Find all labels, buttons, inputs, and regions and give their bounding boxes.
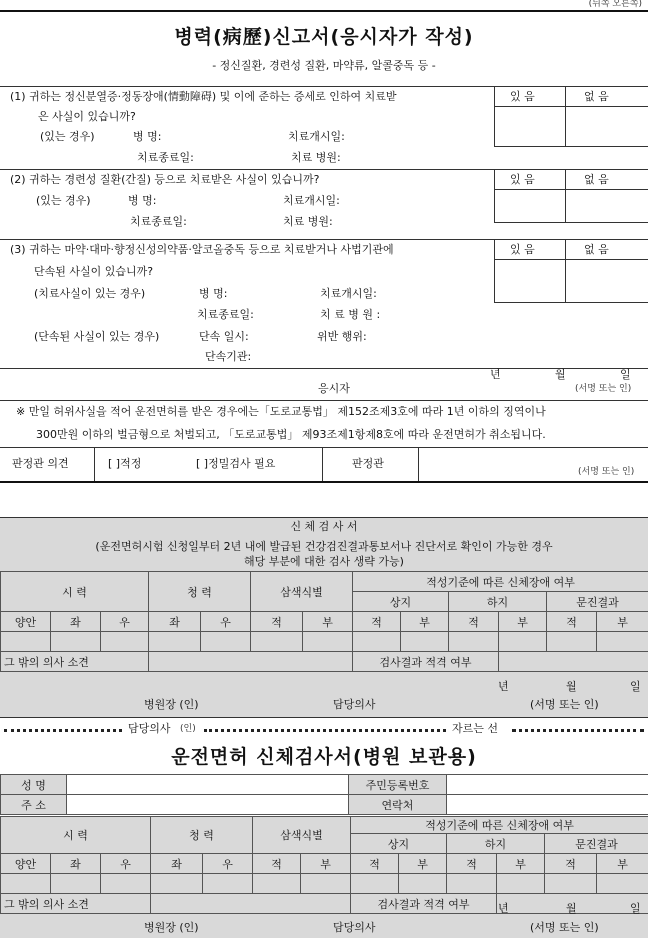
q2-end-field[interactable]: 치료종료일: <box>130 215 187 228</box>
hospital-other-opinion-field[interactable] <box>151 894 351 914</box>
applicant-month: 월 <box>555 368 566 381</box>
applicant-sign-note: (서명 또는 인) <box>575 384 632 394</box>
hospital-name-field[interactable] <box>67 775 349 795</box>
exam-cell[interactable] <box>251 632 303 652</box>
q3-no-box[interactable] <box>566 260 647 301</box>
judge-option-proper[interactable]: [ ]적정 <box>108 457 142 470</box>
exam-cell[interactable] <box>597 632 648 652</box>
hospital-address-field[interactable] <box>67 795 349 815</box>
hospital-col-upper-not: 부 <box>399 854 447 874</box>
exam-cell[interactable] <box>353 632 401 652</box>
exam-cell[interactable] <box>149 632 201 652</box>
hospital-col-lower-proper: 적 <box>447 854 497 874</box>
q3-start-field[interactable]: 치료개시일: <box>320 287 377 300</box>
form-title: 병력(病歷)신고서(응시자가 작성) <box>174 26 474 48</box>
hospital-exam-cell[interactable] <box>351 874 399 894</box>
exam-interview-header: 문진결과 <box>547 592 648 612</box>
hospital-col-lower-not: 부 <box>497 854 545 874</box>
hospital-month: 월 <box>566 902 577 915</box>
exam-cell[interactable] <box>1 632 51 652</box>
exam-note-line2: 해당 부분에 대한 검사 생략 가능) <box>244 555 404 568</box>
hospital-director-label: 병원장 (인) <box>144 921 199 934</box>
hospital-id-field[interactable] <box>447 775 648 795</box>
hospital-exam-cell[interactable] <box>1 874 51 894</box>
q3-yes-box[interactable] <box>495 260 564 301</box>
exam-cell[interactable] <box>547 632 597 652</box>
q3-yes-label: 있 음 <box>510 243 535 256</box>
applicant-year: 년 <box>490 368 501 381</box>
q3-violation-field[interactable]: 위반 행위: <box>317 330 367 343</box>
q1-yes-label: 있 음 <box>510 90 535 103</box>
judge-sign-note: (서명 또는 인) <box>578 467 635 477</box>
exam-hearing-header: 청 력 <box>149 572 251 612</box>
hospital-exam-cell[interactable] <box>399 874 447 894</box>
q3-question-line2: 단속된 사실이 있습니까? <box>34 265 154 278</box>
hospital-color-header: 삼색식별 <box>253 817 351 854</box>
exam-doctor-label: 담당의사 <box>333 698 376 711</box>
q3-disease-field[interactable]: 병 명: <box>199 287 228 300</box>
hospital-exam-cell[interactable] <box>301 874 351 894</box>
hospital-info-table <box>0 774 648 815</box>
hospital-exam-cell[interactable] <box>447 874 497 894</box>
exam-cell[interactable] <box>499 632 547 652</box>
hospital-upper-header: 상지 <box>351 834 447 854</box>
applicant-day: 일 <box>620 368 631 381</box>
q2-case-label: (있는 경우) <box>36 194 91 207</box>
q3-crack-date-field[interactable]: 단속 일시: <box>199 330 249 343</box>
q3-no-label: 없 음 <box>584 243 609 256</box>
hospital-doctor-label: 담당의사 <box>333 921 376 934</box>
q2-question: (2) 귀하는 경련성 질환(간질) 등으로 치료받은 사실이 있습니까? <box>10 173 320 186</box>
exam-col-upper-proper: 적 <box>353 612 401 632</box>
exam-other-opinion-field[interactable] <box>149 652 353 672</box>
hospital-col-right: 우 <box>101 854 151 874</box>
exam-col-lower-not: 부 <box>499 612 547 632</box>
hospital-lower-header: 하지 <box>447 834 545 854</box>
q2-no-label: 없 음 <box>584 173 609 186</box>
exam-cell[interactable] <box>303 632 353 652</box>
q1-end-field[interactable]: 치료종료일: <box>137 151 194 164</box>
q1-start-field[interactable]: 치료개시일: <box>288 130 345 143</box>
exam-col-lower-proper: 적 <box>449 612 499 632</box>
hospital-contact-label: 연락처 <box>349 795 447 815</box>
hospital-col-upper-proper: 적 <box>351 854 399 874</box>
exam-col-hear-right: 우 <box>201 612 251 632</box>
exam-col-both: 양안 <box>1 612 51 632</box>
exam-col-right: 우 <box>101 612 149 632</box>
applicant-label: 응시자 <box>318 382 350 395</box>
q3-hospital-field[interactable]: 치 료 병 원 : <box>320 308 381 321</box>
exam-upper-header: 상지 <box>353 592 449 612</box>
hospital-col-hear-right: 우 <box>203 854 253 874</box>
q3-treat-case-label: (치료사실이 있는 경우) <box>34 287 146 300</box>
exam-col-interview-not: 부 <box>597 612 648 632</box>
exam-lower-header: 하지 <box>449 592 547 612</box>
exam-col-upper-not: 부 <box>401 612 449 632</box>
q1-question-line1: (1) 귀하는 정신분열증·정동장애(情動障碍) 및 이에 준하는 증세로 인하여 치료받 <box>10 90 397 103</box>
warning-line1: ※ 만일 허위사실을 적어 운전면허를 받은 경우에는「도로교통법」 제152조제3호에 따라 1년 이하의 징역이나 <box>16 405 546 418</box>
exam-col-interview-proper: 적 <box>547 612 597 632</box>
hospital-exam-cell[interactable] <box>203 874 253 894</box>
exam-vision-header: 시 력 <box>1 572 149 612</box>
hospital-day: 일 <box>630 902 641 915</box>
hospital-col-both: 양안 <box>1 854 51 874</box>
hospital-hearing-header: 청 력 <box>151 817 253 854</box>
q3-question-line1: (3) 귀하는 마약·대마·향정신성의약품·알코올중독 등으로 치료받거나 사법기관에 <box>10 243 394 256</box>
page-side-note: (뒤쪽 오른쪽) <box>588 0 642 9</box>
hospital-exam-table <box>0 816 648 914</box>
hospital-exam-cell[interactable] <box>253 874 301 894</box>
exam-day: 일 <box>630 680 641 693</box>
hospital-col-interview-not: 부 <box>597 854 648 874</box>
top-border <box>0 10 648 12</box>
hospital-exam-cell[interactable] <box>151 874 203 894</box>
exam-col-color-not: 부 <box>303 612 353 632</box>
hospital-sign-note: (서명 또는 인) <box>530 921 599 934</box>
q1-no-box[interactable] <box>566 107 647 145</box>
exam-sign-note: (서명 또는 인) <box>530 698 599 711</box>
judge-option-detailed[interactable]: [ ]정밀검사 필요 <box>196 457 276 470</box>
cut-doctor-label: 담당의사 <box>128 722 171 735</box>
q2-no-box[interactable] <box>566 190 647 221</box>
exam-col-color-proper: 적 <box>251 612 303 632</box>
hospital-result-label: 검사결과 적격 여부 <box>351 894 497 914</box>
cut-line-label: 자르는 선 <box>452 722 499 735</box>
q1-no-label: 없 음 <box>584 90 609 103</box>
exam-aptitude-header: 적성기준에 따른 신체장애 여부 <box>353 572 648 592</box>
hospital-other-opinion-label: 그 밖의 의사 소견 <box>1 894 151 914</box>
cut-line-left <box>4 729 122 732</box>
hospital-exam-cell[interactable] <box>597 874 648 894</box>
q2-hospital-field[interactable]: 치료 병원: <box>283 215 333 228</box>
warning-line2: 300만원 이하의 벌금형으로 처벌되고, 「도로교통법」 제93조제1항제8호에 따라 운전면허가 취소됩니다. <box>36 428 546 441</box>
q2-yes-label: 있 음 <box>510 173 535 186</box>
hospital-col-interview-proper: 적 <box>545 854 597 874</box>
hospital-id-label: 주민등록번호 <box>349 775 447 795</box>
q1-yes-box[interactable] <box>495 107 564 145</box>
q2-disease-field[interactable]: 병 명: <box>128 194 157 207</box>
hospital-copy-title: 운전면허 신체검사서(병원 보관용) <box>171 746 477 768</box>
q2-start-field[interactable]: 치료개시일: <box>283 194 340 207</box>
hospital-exam-cell[interactable] <box>545 874 597 894</box>
exam-other-opinion-label: 그 밖의 의사 소견 <box>1 652 149 672</box>
q3-crack-case-label: (단속된 사실이 있는 경우) <box>34 330 160 343</box>
hospital-exam-cell[interactable] <box>497 874 545 894</box>
hospital-vision-header: 시 력 <box>1 817 151 854</box>
hospital-col-left: 좌 <box>51 854 101 874</box>
cut-seal-label: (인) <box>180 724 196 734</box>
exam-cell[interactable] <box>449 632 499 652</box>
exam-color-header: 삼색식별 <box>251 572 353 612</box>
exam-director-label: 병원장 (인) <box>144 698 199 711</box>
exam-title: 신 체 검 사 서 <box>290 520 358 533</box>
exam-cell[interactable] <box>101 632 149 652</box>
exam-result-field[interactable] <box>499 652 648 672</box>
q3-end-field[interactable]: 치료종료일: <box>197 308 254 321</box>
exam-cell[interactable] <box>201 632 251 652</box>
q2-yes-box[interactable] <box>495 190 564 221</box>
hospital-contact-field[interactable] <box>447 795 648 815</box>
hospital-year: 년 <box>498 902 509 915</box>
q1-question-line2: 은 사실이 있습니까? <box>38 110 136 123</box>
q1-disease-field[interactable]: 병 명: <box>133 130 162 143</box>
hospital-address-label: 주 소 <box>1 795 67 815</box>
exam-note-line1: (운전면허시험 신청일부터 2년 내에 발급된 건강검진결과통보서나 진단서로 확인이 가능한 경우 <box>95 540 553 553</box>
cut-line-middle <box>204 729 446 732</box>
exam-col-hear-left: 좌 <box>149 612 201 632</box>
hospital-interview-header: 문진결과 <box>545 834 648 854</box>
form-subtitle: - 정신질환, 경련성 질환, 마약류, 알콜중독 등 - <box>212 59 436 72</box>
exam-year: 년 <box>498 680 509 693</box>
hospital-col-hear-left: 좌 <box>151 854 203 874</box>
exam-result-label: 검사결과 적격 여부 <box>353 652 499 672</box>
hospital-exam-cell[interactable] <box>101 874 151 894</box>
hospital-col-color-proper: 적 <box>253 854 301 874</box>
judge-opinion-label: 판정관 의견 <box>12 457 69 470</box>
q1-case-label: (있는 경우) <box>40 130 95 143</box>
q1-hospital-field[interactable]: 치료 병원: <box>291 151 341 164</box>
q3-agency-field[interactable]: 단속기관: <box>205 350 252 363</box>
exam-month: 월 <box>566 680 577 693</box>
judge-officer-label: 판정관 <box>352 457 384 470</box>
hospital-col-color-not: 부 <box>301 854 351 874</box>
exam-table <box>0 571 648 672</box>
exam-cell[interactable] <box>401 632 449 652</box>
exam-col-left: 좌 <box>51 612 101 632</box>
hospital-name-label: 성 명 <box>1 775 67 795</box>
hospital-exam-cell[interactable] <box>51 874 101 894</box>
cut-line-right <box>512 729 644 732</box>
hospital-aptitude-header: 적성기준에 따른 신체장애 여부 <box>351 817 648 834</box>
exam-cell[interactable] <box>51 632 101 652</box>
